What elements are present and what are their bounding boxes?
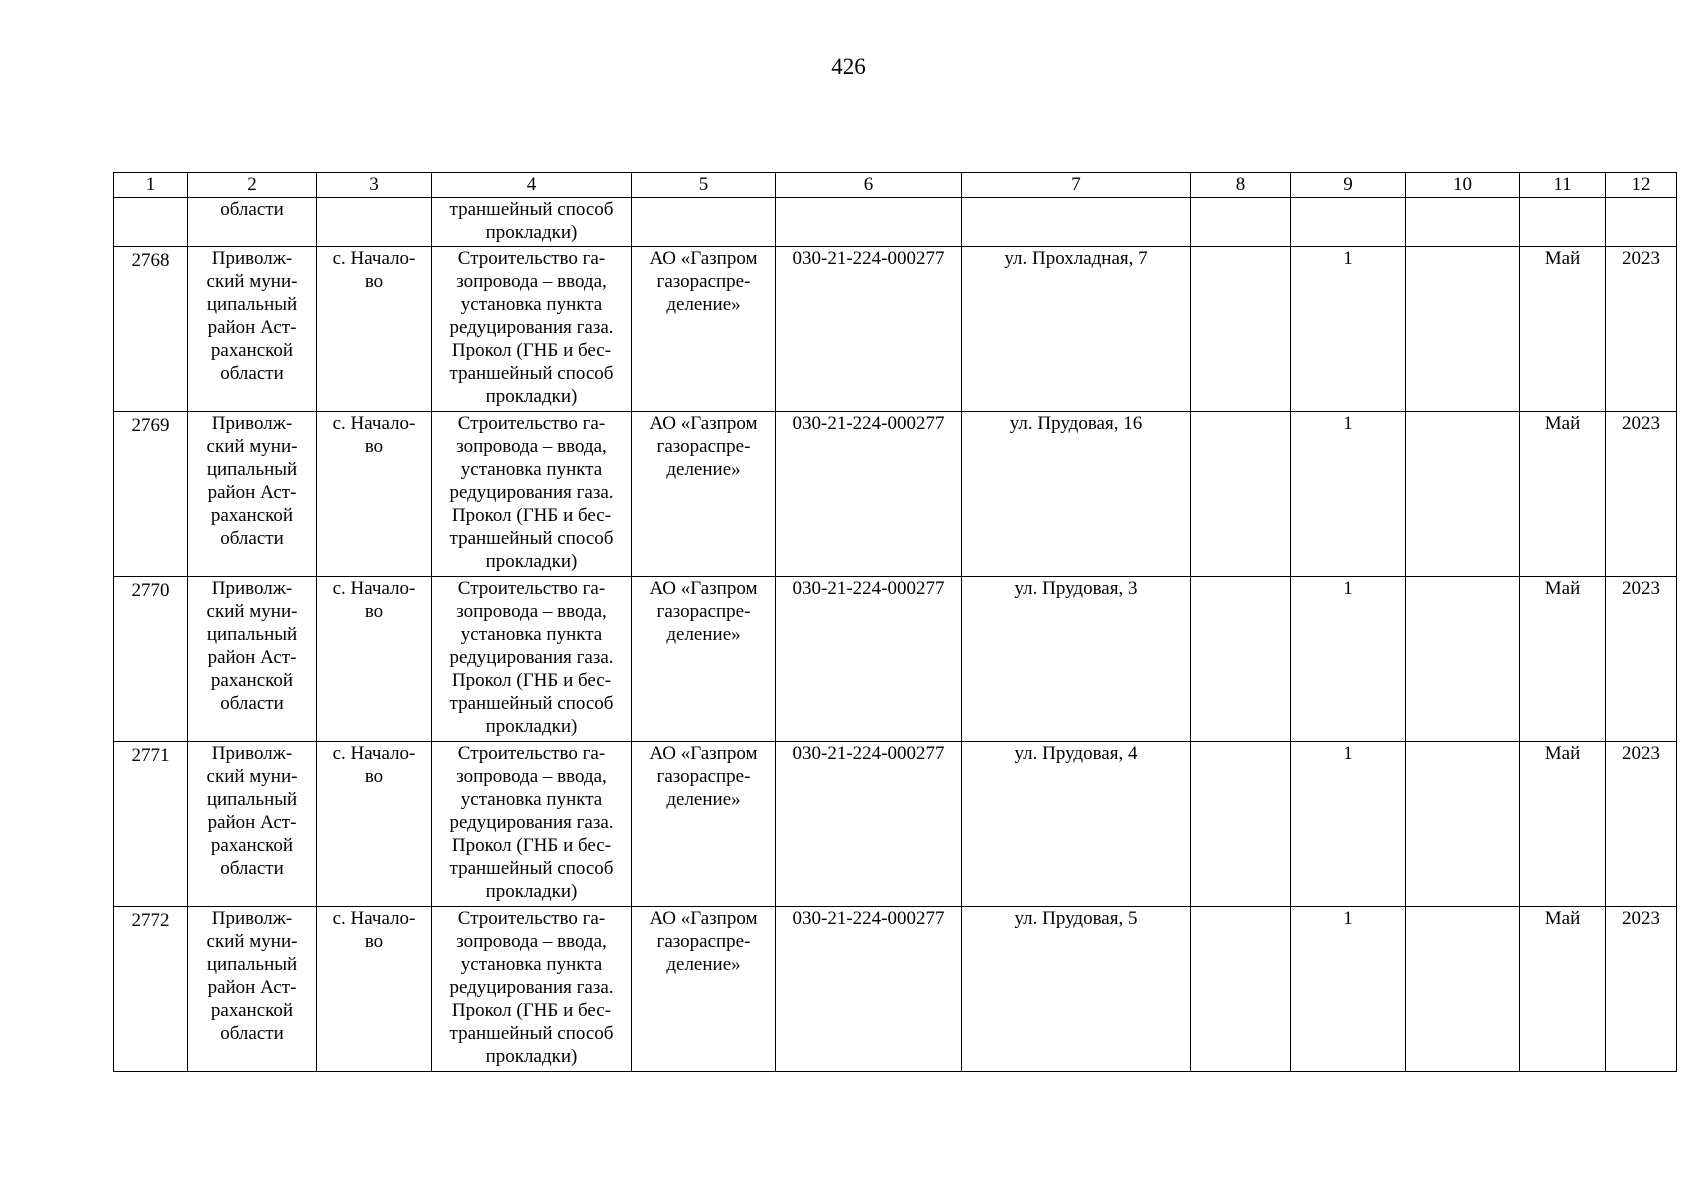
table-cell xyxy=(1520,198,1606,247)
settlement-cell: с. Начало- во xyxy=(317,907,432,1072)
organization-cell: АО «Газпром газораспре- деление» xyxy=(632,577,776,742)
table-row xyxy=(114,247,1677,412)
table-row xyxy=(114,742,1677,907)
table-cell xyxy=(1406,742,1520,907)
district-cell: Приволж- ский муни- ципальный район Аст- раханской области xyxy=(188,577,317,742)
month-cell: Май xyxy=(1520,412,1606,577)
address-cell: ул. Прохладная, 7 xyxy=(962,247,1191,412)
column-header: 4 xyxy=(432,173,632,198)
month-cell: Май xyxy=(1520,577,1606,742)
month-cell: Май xyxy=(1520,742,1606,907)
code-cell: 030-21-224-000277 xyxy=(776,247,962,412)
year-cell: 2023 xyxy=(1606,247,1677,412)
district-cell: Приволж- ский муни- ципальный район Аст- раханской области xyxy=(188,412,317,577)
table-cell xyxy=(1191,907,1291,1072)
work-description-cell: Строительство га- зопровода – ввода, установка пункта редуцирования газа. Прокол (ГНБ и бес- траншейный способ прокладки) xyxy=(432,247,632,412)
column-header: 6 xyxy=(776,173,962,198)
work-description-cell: Строительство га- зопровода – ввода, установка пункта редуцирования газа. Прокол (ГНБ и бес- траншейный способ прокладки) xyxy=(432,412,632,577)
continuation-row xyxy=(114,198,1677,247)
row-number-cell: 2771 xyxy=(114,742,188,907)
settlement-cell: с. Начало- во xyxy=(317,412,432,577)
code-cell: 030-21-224-000277 xyxy=(776,742,962,907)
quantity-cell: 1 xyxy=(1291,742,1406,907)
work-description-cell: Строительство га- зопровода – ввода, установка пункта редуцирования газа. Прокол (ГНБ и бес- траншейный способ прокладки) xyxy=(432,742,632,907)
district-cell: области xyxy=(188,198,317,247)
month-cell: Май xyxy=(1520,247,1606,412)
row-number-cell: 2769 xyxy=(114,412,188,577)
table-cell xyxy=(317,198,432,247)
row-number-cell: 2772 xyxy=(114,907,188,1072)
register-table xyxy=(113,172,1677,1072)
column-header: 9 xyxy=(1291,173,1406,198)
table-cell xyxy=(1406,412,1520,577)
quantity-cell: 1 xyxy=(1291,247,1406,412)
table-cell xyxy=(1406,577,1520,742)
table-row xyxy=(114,907,1677,1072)
work-description-cell: траншейный способ прокладки) xyxy=(432,198,632,247)
column-header: 10 xyxy=(1406,173,1520,198)
address-cell: ул. Прудовая, 4 xyxy=(962,742,1191,907)
row-number-cell: 2770 xyxy=(114,577,188,742)
table-cell xyxy=(1406,198,1520,247)
table-cell xyxy=(1606,198,1677,247)
table-cell xyxy=(776,198,962,247)
district-cell: Приволж- ский муни- ципальный район Аст- раханской области xyxy=(188,742,317,907)
year-cell: 2023 xyxy=(1606,412,1677,577)
year-cell: 2023 xyxy=(1606,907,1677,1072)
code-cell: 030-21-224-000277 xyxy=(776,577,962,742)
settlement-cell: с. Начало- во xyxy=(317,247,432,412)
table-cell xyxy=(1191,198,1291,247)
table-cell xyxy=(1406,907,1520,1072)
month-cell: Май xyxy=(1520,907,1606,1072)
organization-cell: АО «Газпром газораспре- деление» xyxy=(632,742,776,907)
settlement-cell: с. Начало- во xyxy=(317,742,432,907)
column-header: 2 xyxy=(188,173,317,198)
quantity-cell: 1 xyxy=(1291,412,1406,577)
code-cell: 030-21-224-000277 xyxy=(776,907,962,1072)
column-header: 5 xyxy=(632,173,776,198)
settlement-cell: с. Начало- во xyxy=(317,577,432,742)
table-row xyxy=(114,577,1677,742)
table-cell xyxy=(1191,412,1291,577)
table-cell xyxy=(1291,198,1406,247)
column-number-row xyxy=(114,173,1677,198)
district-cell: Приволж- ский муни- ципальный район Аст- раханской области xyxy=(188,907,317,1072)
table-cell xyxy=(962,198,1191,247)
table-cell xyxy=(632,198,776,247)
address-cell: ул. Прудовая, 3 xyxy=(962,577,1191,742)
year-cell: 2023 xyxy=(1606,742,1677,907)
table-cell xyxy=(1191,247,1291,412)
column-header: 3 xyxy=(317,173,432,198)
district-cell: Приволж- ский муни- ципальный район Аст- раханской области xyxy=(188,247,317,412)
column-header: 7 xyxy=(962,173,1191,198)
work-description-cell: Строительство га- зопровода – ввода, установка пункта редуцирования газа. Прокол (ГНБ и бес- траншейный способ прокладки) xyxy=(432,907,632,1072)
table-cell xyxy=(1191,742,1291,907)
code-cell: 030-21-224-000277 xyxy=(776,412,962,577)
organization-cell: АО «Газпром газораспре- деление» xyxy=(632,412,776,577)
column-header: 1 xyxy=(114,173,188,198)
address-cell: ул. Прудовая, 5 xyxy=(962,907,1191,1072)
column-header: 8 xyxy=(1191,173,1291,198)
table-row xyxy=(114,412,1677,577)
quantity-cell: 1 xyxy=(1291,907,1406,1072)
work-description-cell: Строительство га- зопровода – ввода, установка пункта редуцирования газа. Прокол (ГНБ и бес- траншейный способ прокладки) xyxy=(432,577,632,742)
column-header: 12 xyxy=(1606,173,1677,198)
row-number-cell: 2768 xyxy=(114,247,188,412)
table-cell xyxy=(1191,577,1291,742)
page-number: 426 xyxy=(831,54,866,79)
table-cell xyxy=(114,198,188,247)
column-header: 11 xyxy=(1520,173,1606,198)
organization-cell: АО «Газпром газораспре- деление» xyxy=(632,247,776,412)
quantity-cell: 1 xyxy=(1291,577,1406,742)
organization-cell: АО «Газпром газораспре- деление» xyxy=(632,907,776,1072)
year-cell: 2023 xyxy=(1606,577,1677,742)
address-cell: ул. Прудовая, 16 xyxy=(962,412,1191,577)
table-cell xyxy=(1406,247,1520,412)
